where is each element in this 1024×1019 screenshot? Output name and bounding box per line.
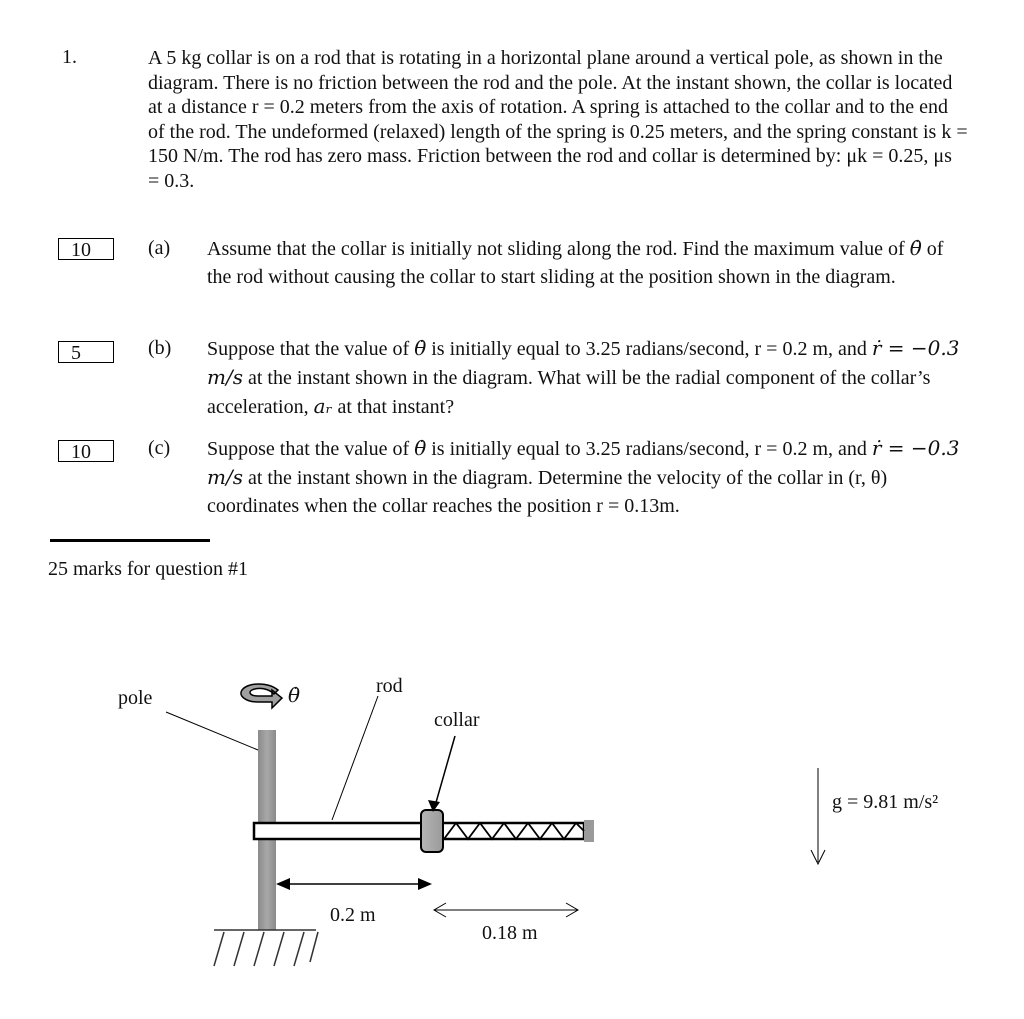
theta-dot-symbol: θ̇ <box>909 236 922 260</box>
collar-leader <box>435 736 455 806</box>
question-intro: A 5 kg collar is on a rod that is rotating in a horizontal plane around a vertical pole, as shown in the diagram. There is no friction between the rod and the pole. At the instant shown, the collar is located at a distance r = 0.2 meters from the axis of rotation. A spring is attached to the collar and to the end of the rod. The undeformed (relaxed) length of the spring is 0.25 meters, and the spring constant is k = 150 N/m. The rod has zero mass. Friction between the rod and collar is determined by: μk = 0.25, μs = 0.3. <box>148 47 968 192</box>
theta-dot-symbol: θ̇ <box>414 336 427 360</box>
ground-hatch <box>214 930 318 966</box>
collar-label: collar <box>434 709 480 731</box>
dim-spring-label: 0.18 m <box>482 922 538 944</box>
marks-box-c: 10 <box>58 440 114 462</box>
rotation-arrow-icon <box>241 684 282 708</box>
rdot-expression: ṙ = −0.3 m/s <box>207 336 960 389</box>
collar <box>421 810 443 852</box>
rdot-expression: ṙ = −0.3 m/s <box>207 436 960 489</box>
part-label-a: (a) <box>148 237 171 259</box>
dim-r-label: 0.2 m <box>330 904 376 926</box>
part-text-a: Assume that the collar is initially not sliding along the rod. Find the maximum value of θ̇ of the rod without causing the collar to start sliding at the position shown in the diagram. <box>207 236 944 288</box>
theta-dot-symbol: θ̇ <box>414 436 427 460</box>
total-marks: 25 marks for question #1 <box>48 558 248 580</box>
part-text-c: Suppose that the value of θ̇ is initially equal to 3.25 radians/second, r = 0.2 m, and ṙ = −0.3 m/s at the instant shown in the diagram. Determine the velocity of the collar in (r, θ) coordinates when the collar reaches the position r = 0.13m. <box>207 436 960 517</box>
pole-leader <box>166 712 258 750</box>
marks-box-b: 5 <box>58 341 114 363</box>
pole-label: pole <box>118 687 153 709</box>
part-label-c: (c) <box>148 437 171 459</box>
rod-end-cap <box>584 820 594 842</box>
radial-accel-symbol: aᵣ <box>313 394 333 418</box>
gravity-label: g = 9.81 m/s² <box>832 791 939 813</box>
marks-box-a: 10 <box>58 238 114 260</box>
theta-dot-label: θ̇ <box>288 683 301 707</box>
question-number: 1. <box>62 46 77 68</box>
part-label-b: (b) <box>148 337 172 359</box>
rod-label: rod <box>376 675 403 697</box>
part-text-b: Suppose that the value of θ̇ is initially equal to 3.25 radians/second, r = 0.2 m, and ṙ = −0.3 m/s at the instant shown in the diagram. What will be the radial component of the collar’s acceleration, aᵣ at that instant? <box>207 336 960 418</box>
rod-leader <box>332 696 378 820</box>
